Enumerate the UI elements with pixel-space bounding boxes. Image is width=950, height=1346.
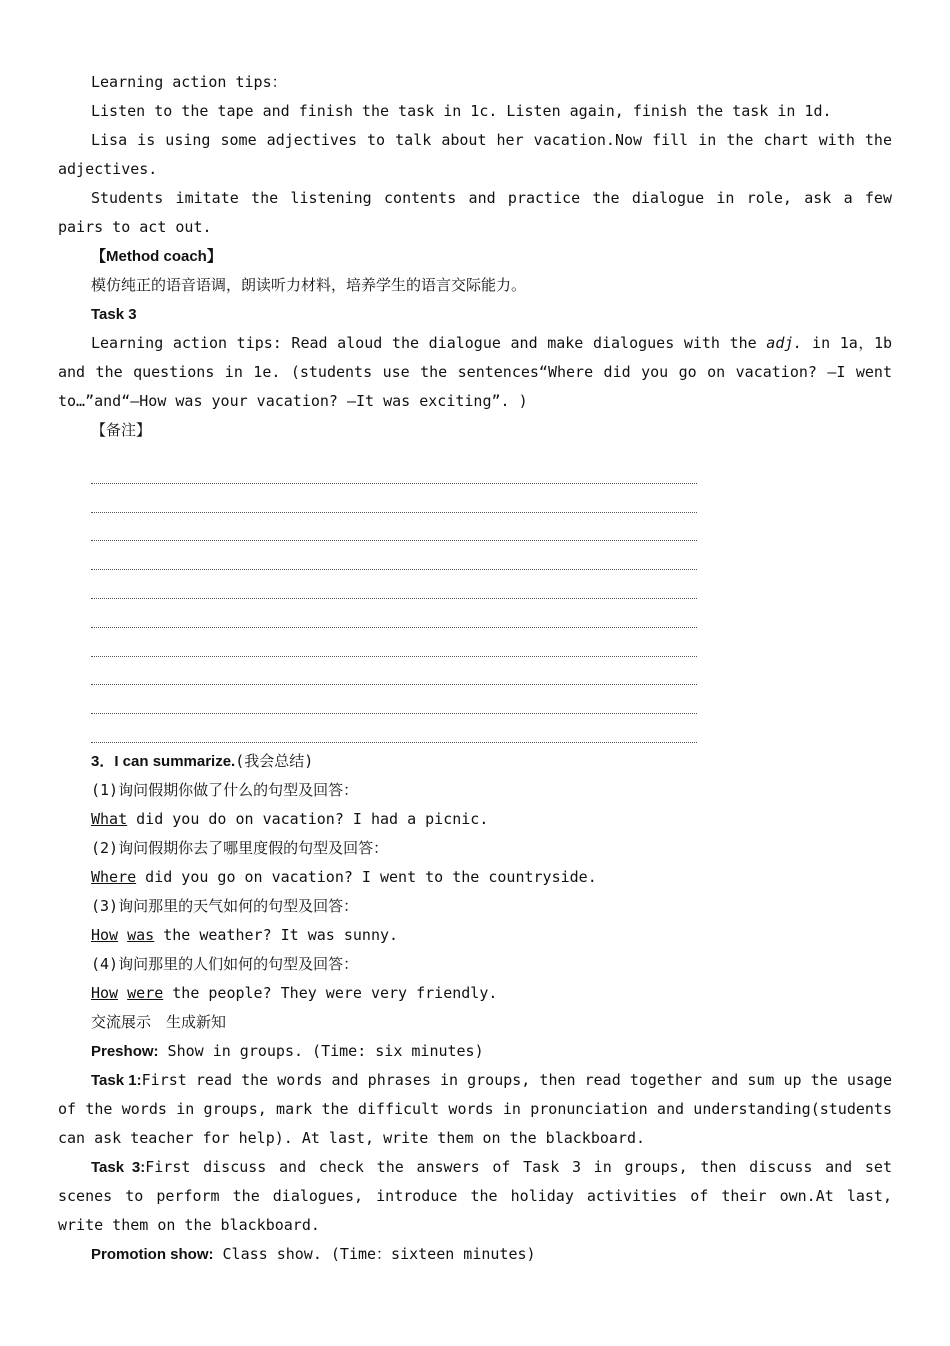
note-line[interactable] (91, 628, 697, 657)
summary-heading-cn: (我会总结) (235, 751, 314, 770)
summary-answer-3-rest: the weather? It was sunny. (154, 925, 399, 944)
note-line[interactable] (91, 657, 697, 686)
note-line[interactable] (91, 455, 697, 484)
exchange-task1-text: First read the words and phrases in groups, then read together and sum up the usage of the words in groups, mark the difficult words in pronunciation and understanding(students can ask teacher for help). At last, write them on the blackboard. (58, 1070, 892, 1147)
summary-question-4: (4)询问那里的人们如何的句型及回答： (91, 954, 359, 973)
promotion-text: Class show. (Time：sixteen minutes) (213, 1244, 536, 1263)
note-line[interactable] (91, 541, 697, 570)
note-line[interactable] (91, 570, 697, 599)
note-line[interactable] (91, 685, 697, 714)
summary-answer-1 (58, 805, 892, 834)
task3-tips-suffix: in 1a，1b and the questions in 1e. (students use the sentences“Where did you go on vacation? —I went to…”and“—How was your vacation? —It was exciting”. ) (58, 334, 893, 410)
summary-answer-2 (58, 863, 892, 892)
summary-answer-3-key-2: was (127, 925, 155, 944)
preshow-label: Preshow: (91, 1042, 159, 1060)
summary-question-1: (1)询问假期你做了什么的句型及回答： (91, 780, 359, 799)
notes-heading: 【备注】 (91, 421, 152, 439)
tips-paragraph-2: Lisa is using some adjectives to talk about her vacation.Now fill in the chart with the adjectives. (58, 131, 892, 178)
document-page (58, 68, 892, 1269)
tips-paragraph-1: Listen to the tape and finish the task in 1c. Listen again, finish the task in 1d. (91, 102, 832, 120)
task3-tips-prefix: Learning action tips: Read aloud the dialogue and make dialogues with the (91, 334, 767, 352)
preshow-line (58, 1037, 892, 1066)
summary-answer-1-key: What (91, 809, 128, 828)
promotion-label: Promotion show: (91, 1245, 214, 1263)
task3-tips-adj: adj. (766, 334, 803, 352)
summary-heading: 3．I can summarize. (91, 752, 236, 770)
summary-answer-3 (58, 921, 892, 950)
exchange-task1 (58, 1066, 892, 1153)
summary-heading-line (58, 747, 892, 776)
summary-answer-2-rest: did you go on vacation? I went to the countryside. (136, 867, 597, 886)
preshow-text: Show in groups. (Time: six minutes) (158, 1041, 484, 1060)
summary-answer-4 (58, 979, 892, 1008)
summary-answer-1-rest: did you do on vacation? I had a picnic. (127, 809, 489, 828)
note-line[interactable] (91, 714, 697, 743)
tips-heading: Learning action tips： (91, 73, 287, 91)
notes-lines[interactable] (91, 455, 697, 743)
promotion-line (58, 1240, 892, 1269)
summary-answer-4-rest: the people? They were very friendly. (163, 983, 498, 1002)
summary-answer-4-key: How (91, 983, 119, 1002)
note-line[interactable] (91, 484, 697, 513)
task3-heading: Task 3 (91, 306, 137, 323)
task3-tips (58, 329, 892, 416)
tips-paragraph-3: Students imitate the listening contents and practice the dialogue in role, ask a few pairs to act out. (58, 189, 892, 236)
method-coach-heading: 【Method coach】 (91, 248, 222, 265)
summary-question-2: (2)询问假期你去了哪里度假的句型及回答： (91, 838, 389, 857)
exchange-task3-text: First discuss and check the answers of Task 3 in groups, then discuss and set scenes to perform the dialogues, introduce the holiday activities of their own.At last, write them on the blackboard. (58, 1157, 892, 1234)
note-line[interactable] (91, 599, 697, 628)
summary-answer-2-key: Where (91, 867, 137, 886)
exchange-heading: 交流展示 生成新知 (91, 1012, 227, 1031)
summary-question-3: (3)询问那里的天气如何的句型及回答： (91, 896, 359, 915)
exchange-task1-label: Task 1: (91, 1071, 142, 1089)
summary-answer-4-key-2: were (127, 983, 164, 1002)
exchange-task3-label: Task 3: (91, 1158, 146, 1176)
exchange-task3 (58, 1153, 892, 1240)
method-coach-text: 模仿纯正的语音语调，朗读听力材料，培养学生的语言交际能力。 (91, 276, 527, 294)
summary-answer-3-key: How (91, 925, 119, 944)
note-line[interactable] (91, 513, 697, 542)
